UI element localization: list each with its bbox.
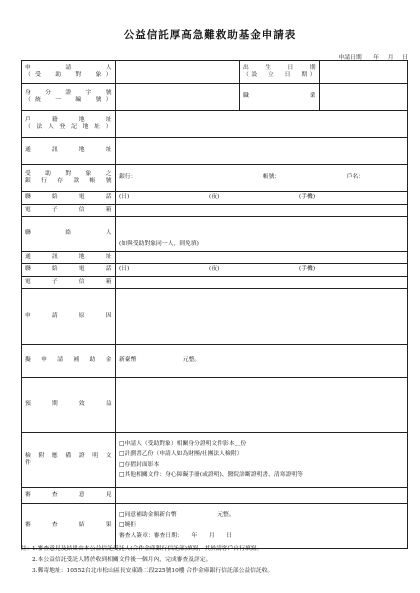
contact-phone-mobile: (手機)	[299, 266, 316, 273]
note-item: 註：1.審查意見及結果由本公益信託受託人(合作金庫銀行信託部)填寫，其於請客戶自行填寫。	[21, 544, 411, 555]
doc-item[interactable]: □存摺封面影本	[119, 461, 160, 468]
row-documents	[22, 433, 408, 488]
row-contact-email	[22, 277, 408, 289]
label-review-opinion: 審 查 意 見	[22, 488, 116, 504]
notes-prefix: 註：	[21, 546, 33, 552]
label-bank-account: 受 助 對 象 之 銀 行 存 款 帳 號	[22, 165, 116, 192]
contact-phone-night: (夜)	[209, 266, 220, 273]
label-id-number: 身 分 證 字 號 （統 一 編 號）	[22, 84, 116, 111]
label-amount: 擬 申 請 補 助 金	[22, 345, 116, 378]
phone-day: (日)	[119, 194, 130, 201]
field-household-address[interactable]	[116, 111, 408, 138]
account-name-label: 戶名：	[346, 174, 364, 181]
row-review-result	[22, 504, 408, 549]
field-documents[interactable]	[116, 433, 408, 488]
label-reason: 申 請 原 因	[22, 289, 116, 345]
label-contact: 聯 絡 人	[22, 217, 116, 252]
reviewer-signature-line: 審查人簽章：審查日期： 年 月 日	[119, 532, 233, 539]
notes-section	[21, 544, 411, 577]
form-title: 公益信託厚高急難救助基金申請表	[123, 29, 297, 41]
field-review-result[interactable]	[116, 504, 408, 549]
field-email[interactable]	[116, 205, 408, 217]
field-contact-email[interactable]	[116, 277, 408, 289]
row-applicant	[22, 61, 408, 84]
field-mail-address[interactable]	[116, 138, 408, 165]
row-email	[22, 205, 408, 217]
label-contact-mail: 通 訊 地 址	[22, 252, 116, 264]
label-phone: 聯 絡 電 話	[22, 192, 116, 205]
apply-date-field[interactable]: 申請日期____年___月___日	[338, 55, 408, 61]
field-id-number[interactable]	[116, 84, 240, 111]
bank-label: 銀行：	[119, 174, 137, 181]
doc-item[interactable]: □申請人（受助對象）相關身分證明文件影本＿份	[119, 441, 247, 448]
result-reject-checkbox[interactable]: □婉拒	[119, 522, 137, 529]
label-documents: 檢 附 應 備 證 明 文 件	[22, 433, 116, 488]
label-mail-address: 通 訊 地 址	[22, 138, 116, 165]
field-bank-account[interactable]	[116, 165, 408, 192]
row-phone	[22, 192, 408, 205]
phone-mobile: (手機)	[299, 194, 316, 201]
label-occupation: 職 業	[240, 84, 320, 111]
label-email: 電 子 信 箱	[22, 205, 116, 217]
contact-phone-day: (日)	[119, 266, 130, 273]
row-review-opinion	[22, 488, 408, 504]
row-mail-address	[22, 138, 408, 165]
field-reason[interactable]	[116, 289, 408, 345]
phone-night: (夜)	[209, 194, 220, 201]
label-contact-phone: 聯 絡 電 話	[22, 264, 116, 277]
field-benefit[interactable]	[116, 378, 408, 433]
amount-value: 新臺幣 元整。	[119, 357, 201, 364]
account-label: 帳號：	[262, 174, 281, 181]
row-contact-phone	[22, 264, 408, 277]
doc-item[interactable]: □計劃書乙份（申請人如為財團/社團法人檢附）	[119, 451, 243, 458]
field-contact-phone[interactable]	[116, 264, 408, 277]
field-applicant[interactable]	[116, 61, 240, 84]
row-reason	[22, 289, 408, 345]
row-amount	[22, 345, 408, 378]
row-id	[22, 84, 408, 111]
field-contact[interactable]	[116, 217, 408, 252]
label-applicant: 申 請 人 （受 助 對 象）	[22, 61, 116, 84]
field-review-opinion[interactable]	[116, 488, 408, 504]
row-household-address	[22, 111, 408, 138]
row-contact-mail	[22, 252, 408, 264]
label-contact-email: 電 子 信 箱	[22, 277, 116, 289]
field-birth-date[interactable]	[320, 61, 408, 84]
row-contact	[22, 217, 408, 252]
label-birth-date: 出 生 日 期 （設 立 日 期）	[240, 61, 320, 84]
contact-note: (如與受助對象同一人，則免填)	[119, 240, 199, 247]
note-item: 2.本公益信託受託人將於收到相關文件後一個月內，完成審查及評定。	[32, 557, 212, 563]
label-benefit: 預 期 效 益	[22, 378, 116, 433]
field-contact-mail[interactable]	[116, 252, 408, 264]
doc-item[interactable]: □其他相關文件：身心障礙手冊(或證明)、醫院診斷證明書、清寒證明等	[119, 471, 303, 478]
result-approve-checkbox[interactable]: □同意補助金額新台幣 元整。	[119, 512, 235, 519]
field-occupation[interactable]	[320, 84, 408, 111]
field-amount[interactable]	[116, 345, 408, 378]
label-review-result: 審 查 結 果	[22, 504, 116, 549]
field-phone[interactable]	[116, 192, 408, 205]
row-benefit	[22, 378, 408, 433]
row-bank-account	[22, 165, 408, 192]
application-form-table	[21, 60, 408, 549]
note-item: 3.郵寄地址：10552台北市松山區長安東路二段225號10樓 合作金庫銀行信託部公益信託收。	[32, 568, 274, 574]
label-household-address: 戶 籍 地 址 （法人登記地址）	[22, 111, 116, 138]
